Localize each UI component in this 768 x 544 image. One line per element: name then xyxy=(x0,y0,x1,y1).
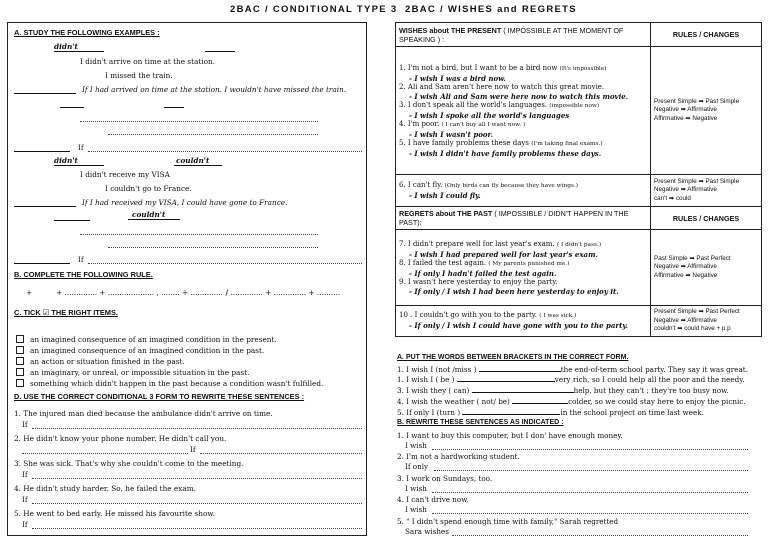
answer-line[interactable] xyxy=(32,503,362,504)
rewrite-item: 5. He went to bed early. He missed his favourite show. xyxy=(14,509,216,518)
blank-line xyxy=(164,107,184,108)
exercise-b-start: I wish xyxy=(405,505,427,514)
answer-line[interactable] xyxy=(432,492,748,493)
exercise-b-title: B. REWRITE THESE SENTENCES AS INDICATED : xyxy=(397,419,564,426)
blank-line xyxy=(60,107,84,108)
exercise-a-title: A. PUT THE WORDS BETWEEN BRACKETS IN THE CORRECT FORM. xyxy=(397,354,629,361)
present-rules: Present Simple ➡ Past Simple Negative ➡ Affirmative Affirmative ➡ Negative xyxy=(651,47,762,175)
answer-line[interactable] xyxy=(432,513,748,514)
if-label: If xyxy=(78,255,84,264)
answer-blank[interactable] xyxy=(462,414,560,415)
blank-line xyxy=(128,219,180,220)
blank-line xyxy=(14,206,76,207)
exercise-b-start: If only xyxy=(405,462,429,471)
checkbox[interactable] xyxy=(16,346,24,354)
present-example-can: 6. I can't fly. (Only birds can fly because they have wings.) - I wish I could fly. xyxy=(396,175,651,207)
blank-line xyxy=(174,165,222,166)
answer-blank[interactable] xyxy=(472,392,574,393)
answer-line[interactable] xyxy=(200,453,362,454)
past-regrets-header: REGRETS about THE PAST ( IMPOSSIBLE / DIDN'T HAPPEN IN THE PAST): xyxy=(396,207,651,230)
exercise-b-item: 5. " I didn't spend enough time with family," Sarah regretted xyxy=(397,517,619,526)
checkbox[interactable] xyxy=(16,368,24,376)
section-a-title: A. STUDY THE FOLLOWING EXAMPLES : xyxy=(14,28,160,37)
rules-header: RULES / CHANGES xyxy=(651,207,762,230)
answer-line[interactable] xyxy=(22,453,188,454)
example-2-sentence-b: I couldn't go to France. xyxy=(105,184,192,193)
exercise-b-item: 4. I can't drive now. xyxy=(397,495,469,504)
blank-line xyxy=(54,220,90,221)
example-1-sentence-a: I didn't arrive on time at the station. xyxy=(80,57,216,66)
tick-item[interactable]: an action or situation finished in the past. xyxy=(16,357,185,366)
tick-item[interactable]: an imagined consequence of an imagined condition in the present. xyxy=(16,335,277,344)
rewrite-item: 4. He didn't study harder. So, he failed the exam. xyxy=(14,484,196,493)
blank-line xyxy=(14,93,76,94)
dotted-line xyxy=(80,234,318,235)
past-example-could: 10 . I couldn't go with you to the party. ( I was sick.) - If only / I wish I could have gone with you to the party. xyxy=(396,306,651,337)
if-label: If xyxy=(190,445,196,454)
word-couldnt: couldn't xyxy=(132,210,166,219)
rules-header: RULES / CHANGES xyxy=(651,23,762,47)
answer-line[interactable] xyxy=(452,535,748,536)
section-c-title: C. TICK ☑ THE RIGHT ITEMS. xyxy=(14,308,118,317)
exercise-a-item: 1. I wish I (not /miss ) the end-of-term school party. They say it was great. xyxy=(397,365,748,374)
exercise-a-item: 3. I wish they ( can) help, but they can't ; they're too busy now. xyxy=(397,386,729,395)
dotted-line xyxy=(88,263,362,264)
answer-blank[interactable] xyxy=(457,381,555,382)
dotted-line xyxy=(80,121,318,122)
if-label: If xyxy=(22,420,28,429)
rewrite-item: 3. She was sick. That's why she couldn't come to the meeting. xyxy=(14,459,244,468)
past-examples: 7. I didn't prepare well for last year's exam. ( I didn't pass.) - I wish I had prepared well for last year's exam. 8. I failed the test again. ( My parents punished me.) - If only I hadn't failed the test again. 9. I wasn't here yesterday to enjoy the party. - If only / I wish I had been here yesterday to enjoy it. xyxy=(396,230,651,306)
present-wishes-header: WISHES about THE PRESENT ( IMPOSSIBLE AT THE MOMENT OF SPEAKING ) : xyxy=(396,23,651,47)
tick-item[interactable]: something which didn't happen in the past because a condition wasn't fulfilled. xyxy=(16,379,323,388)
exercise-b-item: 1. I want to buy this computer, but I don' have enough money. xyxy=(397,431,623,440)
conditional-panel xyxy=(7,22,367,536)
wishes-regrets-table xyxy=(395,22,762,337)
worksheet-title-wishes: 2BAC / WISHES and REGRETS xyxy=(405,4,577,15)
dotted-line xyxy=(108,134,318,135)
word-didnt: didn't xyxy=(54,156,78,165)
exercise-b-item: 2. I'm not a hardworking student. xyxy=(397,452,520,461)
checkbox[interactable] xyxy=(16,335,24,343)
answer-blank[interactable] xyxy=(512,403,568,404)
answer-line[interactable] xyxy=(432,449,748,450)
answer-blank[interactable] xyxy=(479,371,561,372)
blank-line xyxy=(14,151,70,152)
example-2-sentence-a: I didn't receive my VISA xyxy=(80,170,170,179)
past-rules: Past Simple ➡ Past Perfect Negative ➡ Affirmative Affirmative ➡ Negative xyxy=(651,230,762,306)
exercise-b-start: Sara wishes xyxy=(405,527,449,536)
past-rules-could: Present Simple ➡ Past Perfect Negative ➡ Affirmative couldn't ➡ could have + p.p xyxy=(651,306,762,337)
checkbox[interactable] xyxy=(16,379,24,387)
if-label: If xyxy=(22,495,28,504)
tick-item[interactable]: an imagined consequence of an imagined condition in the past. xyxy=(16,346,264,355)
exercise-a-item: 1. I wish I ( be ) very rich, so I could help all the poor and the needy. xyxy=(397,375,745,384)
dotted-line xyxy=(108,247,318,248)
example-1-sentence-b: I missed the train. xyxy=(105,71,173,80)
blank-line xyxy=(14,263,70,264)
word-couldnt: couldn't xyxy=(176,156,210,165)
if-label: If xyxy=(22,520,28,529)
blank-line xyxy=(54,165,104,166)
present-examples: 1. I'm not a bird, but I want to be a bird now (It's impossible) - I wish I was a bird now. 2. Ali and Sam aren't here now to watch this great movie. - I wish Ali and Sam were here now to watch this movie. 3. I don't speak all the world's languages. (impossible now) - I wish I spoke all the world's languages 4. I'm poor. ( I can't buy all I want now. ) - I wish I wasn't poor. 5. I have family problems these days (I'm taking final exams.) - I wish I didn't have family problems these days. xyxy=(396,47,651,175)
worksheet-title-conditional: 2BAC / CONDITIONAL TYPE 3 xyxy=(230,4,398,15)
if-label: If xyxy=(78,143,84,152)
exercise-a-item: 4. I wish the weather ( not/ be) colder, so we could stay here to enjoy the picnic. xyxy=(397,397,746,406)
blank-line xyxy=(54,51,104,52)
if-label: If xyxy=(22,470,28,479)
exercise-b-start: I wish xyxy=(405,441,427,450)
example-1-conditional: If I had arrived on time at the station. I wouldn't have missed the train. xyxy=(82,85,347,94)
section-d-title: D. USE THE CORRECT CONDITIONAL 3 FORM TO REWRITE THESE SENTENCES : xyxy=(14,392,305,401)
tick-item[interactable]: an imaginary, or unreal, or impossible situation in the past. xyxy=(16,368,249,377)
answer-line[interactable] xyxy=(32,478,362,479)
present-rules-can: Present Simple ➡ Past Simple Negative ➡ Affirmative can't ➡ could xyxy=(651,175,762,207)
rewrite-item: 2. He didn't know your phone number. He didn't call you. xyxy=(14,434,227,443)
example-2-conditional: If I had received my VISA, I could have gone to France. xyxy=(82,198,288,207)
checkbox[interactable] xyxy=(16,357,24,365)
rewrite-item: 1. The injured man died because the ambulance didn't arrive on time. xyxy=(14,409,273,418)
blank-line xyxy=(205,51,235,52)
section-b-title: B. COMPLETE THE FOLLOWING RULE. xyxy=(14,270,153,279)
answer-line[interactable] xyxy=(32,428,362,429)
exercise-a-item: 5. If only I (turn ) in the school project on time last week. xyxy=(397,408,704,417)
exercise-b-start: I wish xyxy=(405,484,427,493)
answer-line[interactable] xyxy=(434,470,748,471)
rule-formula: + + .............. + .................... , ........ + .............. / .............. + .............. + .......... xyxy=(26,288,341,297)
answer-line[interactable] xyxy=(32,528,362,529)
dotted-line xyxy=(88,151,362,152)
exercise-b-item: 3. I work on Sundays, too. xyxy=(397,474,493,483)
word-didnt: didn't xyxy=(54,42,78,51)
